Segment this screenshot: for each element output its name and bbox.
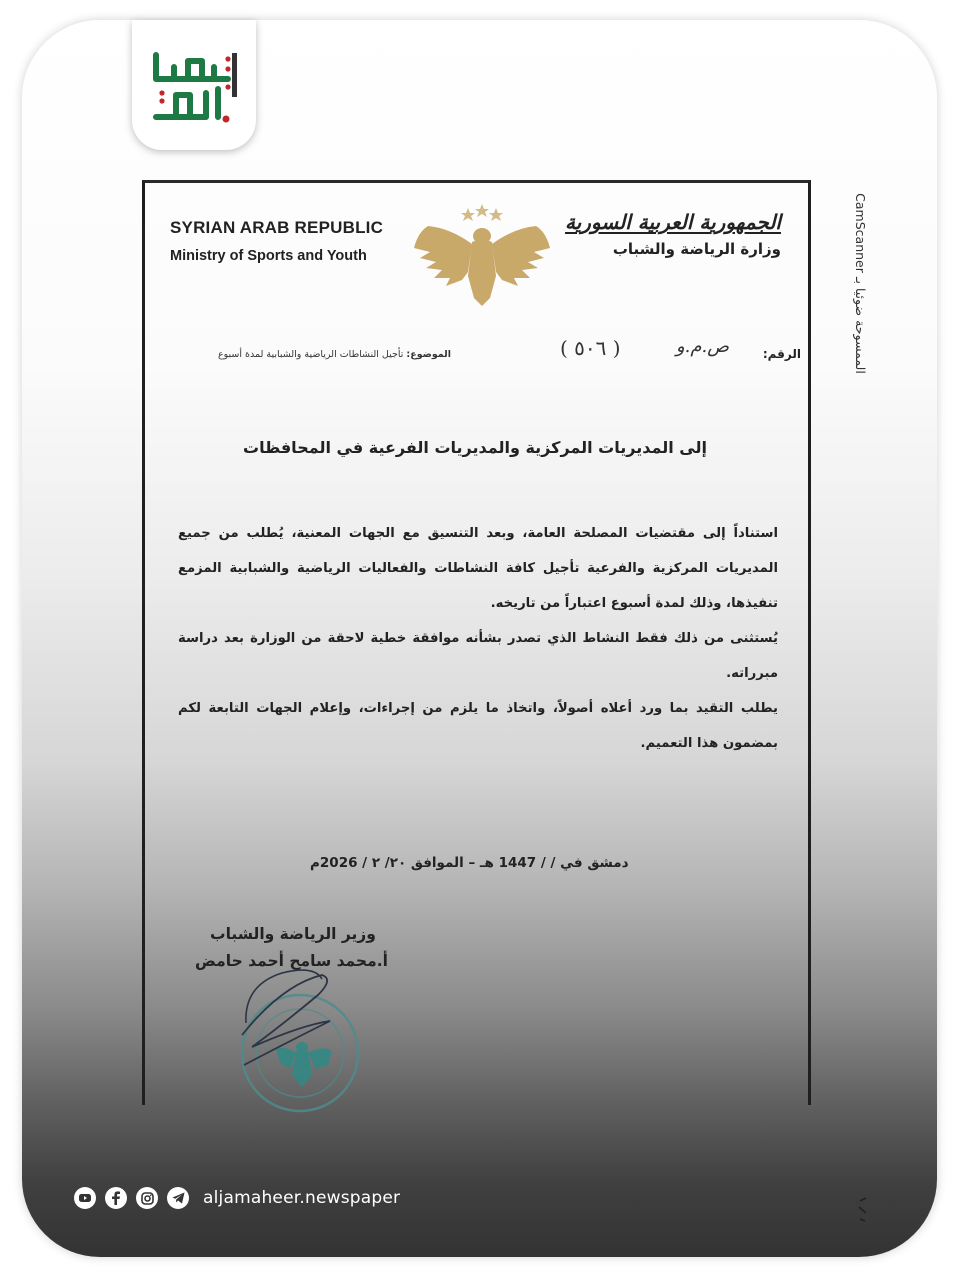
country-name-ar: الجمهورية العربية السورية	[565, 210, 781, 234]
telegram-icon[interactable]	[167, 1187, 189, 1209]
body-paragraph: استناداً إلى مقتضيات المصلحة العامة، وبعد التنسيق مع الجهات المعنية، يُطلب من جميع المديريات المركزية والفرعية تأجيل كافة النشاطات والفعاليات الرياضية والشبابية المزمع تنفيذها، وذلك لمدة أسبوع اعتباراً من تاريخه.	[178, 526, 778, 611]
letter-body	[178, 516, 778, 761]
reference-handwritten: ص.م.و	[675, 336, 729, 357]
subject-label: الموضوع:	[406, 349, 451, 360]
letterhead-arabic	[565, 210, 781, 258]
date-line: دمشق في / / 1447 هـ – الموافق ٢٠/ ٢ / 2026م	[310, 855, 629, 871]
page-mark-icon	[855, 1195, 869, 1225]
ministry-name-en: Ministry of Sports and Youth	[170, 248, 367, 264]
body-paragraph: يُستثنى من ذلك فقط النشاط الذي تصدر بشأنه موافقة خطية لاحقة من الوزارة بعد دراسة مبرراته.	[178, 631, 778, 681]
scanner-watermark	[848, 168, 872, 398]
facebook-icon[interactable]	[105, 1187, 127, 1209]
official-stamp	[222, 965, 382, 1115]
addressee-heading: إلى المديريات المركزية والمديريات الفرعية في المحافظات	[243, 438, 707, 457]
subject-text: تأجيل النشاطات الرياضية والشبابية لمدة أسبوع	[217, 349, 404, 360]
social-footer	[74, 1187, 400, 1209]
newspaper-handle[interactable]: aljamaheer.newspaper	[203, 1188, 401, 1208]
youtube-icon[interactable]	[74, 1187, 96, 1209]
subject-line	[218, 349, 451, 360]
instagram-icon[interactable]	[136, 1187, 158, 1209]
brand-logo-tab	[132, 20, 256, 150]
aljamaheer-logo	[144, 45, 244, 125]
signatory-title: وزير الرياضة والشباب	[210, 925, 376, 943]
letterhead-english	[170, 218, 383, 264]
country-name-en: SYRIAN ARAB REPUBLIC	[170, 218, 384, 237]
reference-number-value: ( ٥٠٦ )	[560, 336, 621, 360]
reference-number-label: الرقم:	[762, 347, 801, 361]
ministry-name-ar: وزارة الرياضة والشباب	[612, 240, 781, 258]
eagle-emblem	[410, 198, 555, 308]
scanner-watermark-text: الممسوحة ضوئيا بـ CamScanner	[852, 192, 868, 374]
body-paragraph: يطلب التقيد بما ورد أعلاه أصولاً، واتخاذ ما يلزم من إجراءات، وإعلام الجهات التابعة لكم بمضمون هذا التعميم.	[178, 701, 778, 751]
signatory-name: أ.محمد سامح أحمد حامض	[195, 952, 388, 970]
